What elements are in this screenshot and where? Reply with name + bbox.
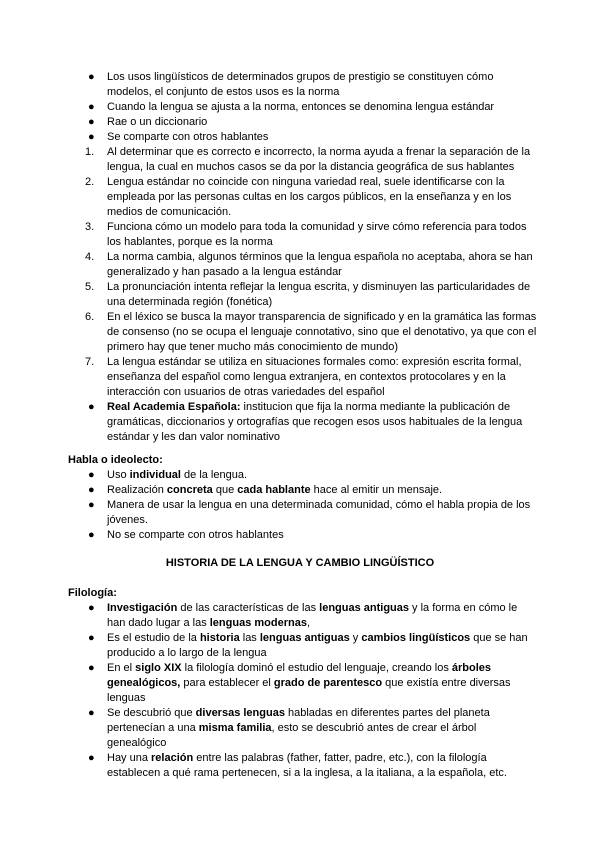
numbered-list: [68, 145, 538, 445]
rae-definition-item: ● Real Academia Española: institucion que fija la norma mediante la publicación de gramáticas, diccionarios y ortografías que recogen esos usos habituales de la lengua estándar y les dan valor nominativo: [88, 401, 523, 443]
bold-text: siglo XIX: [135, 662, 182, 674]
top-bullet-list: [68, 70, 538, 145]
section-title: HISTORIA DE LA LENGUA Y CAMBIO LINGÜÍSTICO: [165, 557, 435, 569]
text-run: que se han producido a lo largo de la lengua: [107, 632, 528, 659]
bold-text: grado de parentesco: [273, 677, 383, 689]
bold-text: cambios lingüísticos: [361, 632, 471, 644]
bold-text: lenguas antiguas: [259, 632, 350, 644]
text-run: la filología dominó el estudio del lenguaje, creando los: [181, 662, 452, 674]
text-run: y la forma en cómo le han dado lugar a las: [107, 602, 518, 629]
numbered-item: 7. La lengua estándar se utiliza en situaciones formales como: expresión escrita formal, enseñanza del español como lengua extranjera, en contextos protocolares y en la interacción con usuarios de otras variedades del español: [85, 356, 522, 398]
list-item: ● Se comparte con otros hablantes: [88, 131, 269, 143]
bullet-icon: ●: [88, 116, 95, 128]
bullet-icon: ●: [88, 752, 95, 764]
bullet-icon: ●: [88, 632, 95, 644]
list-item: ● Los usos lingüísticos de determinados grupos de prestigio se constituyen cómo modelos, el conjunto de estos usos es la norma: [88, 71, 494, 98]
numbered-item: 3. Funciona cómo un modelo para toda la comunidad y sirve cómo referencia para todos los hablantes, porque es la norma: [85, 221, 527, 248]
bold-text: relación: [151, 752, 194, 764]
text-run: hace al emitir un mensaje.: [310, 484, 443, 496]
text-run: Realización: [107, 484, 167, 496]
list-item: [68, 468, 538, 483]
list-item: [68, 661, 538, 706]
habla-section: [68, 453, 538, 543]
bold-text: individual: [129, 469, 181, 481]
bullet-icon: ●: [88, 529, 95, 541]
bullet-icon: ●: [88, 707, 95, 719]
text-run: No se comparte con otros hablantes: [107, 529, 284, 541]
filologia-section: [68, 586, 538, 781]
list-item: [68, 751, 538, 781]
bullet-icon: ●: [88, 484, 95, 496]
text-run: que existía entre diversas lenguas: [107, 677, 511, 704]
numbered-item: 6. En el léxico se busca la mayor transparencia de significado y en la gramática las formas de consenso (no se ocupa el lenguaje connotativo, sino que el denotativo, ya que con el primero hay que tener mucho más conocimiento de mundo): [85, 311, 537, 353]
bullet-icon: ●: [88, 469, 95, 481]
bold-text: misma familia: [198, 722, 272, 734]
bold-text: concreta: [166, 484, 213, 496]
text-run: de la lengua.: [180, 469, 248, 481]
text-run: Manera de usar la lengua en una determinada comunidad, cómo el habla propia de los jóvenes.: [107, 499, 531, 526]
list-item: ● Cuando la lengua se ajusta a la norma, entonces se denomina lengua estándar: [88, 101, 495, 113]
bullet-icon: ●: [88, 71, 95, 83]
text-run: que: [212, 484, 238, 496]
bold-text: lenguas antiguas: [319, 602, 409, 614]
numbered-item: 1. Al determinar que es correcto e incorrecto, la norma ayuda a frenar la separación de la lengua, la cual en muchos casos se da por la distancia geográfica de sus hablantes: [85, 146, 531, 173]
bullet-icon: ●: [88, 602, 95, 614]
list-item: [68, 498, 538, 528]
bold-text: cada hablante: [237, 484, 311, 496]
bold-text: diversas lenguas: [195, 707, 285, 719]
numbered-item: 5. La pronunciación intenta reflejar la lengua escrita, y disminuyen las particularidades de una determinada región (fonética): [85, 281, 531, 308]
text-run: Hay una: [107, 752, 152, 764]
bold-text: árboles genealógicos,: [107, 662, 492, 689]
text-run: Se descubrió que: [107, 707, 196, 719]
bullet-icon: ●: [88, 131, 95, 143]
text-run: entre las palabras (father, fatter, padre, etc.), con la filología establecen a qué rama pertenecen, si a la inglesa, a la italiana, a la española, etc.: [107, 752, 507, 779]
text-run: de las características de las: [177, 602, 320, 614]
list-item: [68, 631, 538, 661]
text-run: ,: [306, 617, 311, 629]
list-item: [68, 483, 538, 498]
text-run: Uso: [107, 469, 130, 481]
habla-heading: Habla o ideolecto:: [68, 454, 163, 466]
bold-text: Investigación: [107, 602, 178, 614]
numbered-item: 4. La norma cambia, algunos términos que la lengua española no aceptaba, ahora se han generalizado y han pasado a la lengua estándar: [85, 251, 533, 278]
habla-bullet-list: [68, 468, 538, 543]
text-run: Es el estudio de la: [107, 632, 200, 644]
filologia-bullet-list: [68, 601, 538, 781]
bullet-icon: ●: [88, 101, 95, 113]
list-item: [68, 528, 538, 543]
list-item: [68, 601, 538, 631]
bullet-icon: ●: [88, 662, 95, 674]
numbered-item: 2. Lengua estándar no coincide con ninguna variedad real, suele identificarse con la empleada por las personas cultas en los cargos públicos, en la enseñanza y en los medios de comunicación.: [85, 176, 512, 218]
text-run: , esto se descubrió antes de crear el árbol genealógico: [107, 722, 477, 749]
bullet-icon: ●: [88, 499, 95, 511]
list-item: ● Rae o un diccionario: [88, 116, 208, 128]
text-run: las: [239, 632, 260, 644]
text-run: para establecer el: [180, 677, 274, 689]
bold-text: historia: [199, 632, 240, 644]
text-run: En el: [107, 662, 136, 674]
list-item: [68, 706, 538, 751]
bold-text: lenguas modernas: [209, 617, 307, 629]
text-run: y: [349, 632, 362, 644]
bullet-icon: ●: [88, 401, 95, 413]
text-run: habladas en diferentes partes del planeta pertenecían a una: [107, 707, 490, 734]
filologia-heading: Filología:: [68, 587, 117, 599]
